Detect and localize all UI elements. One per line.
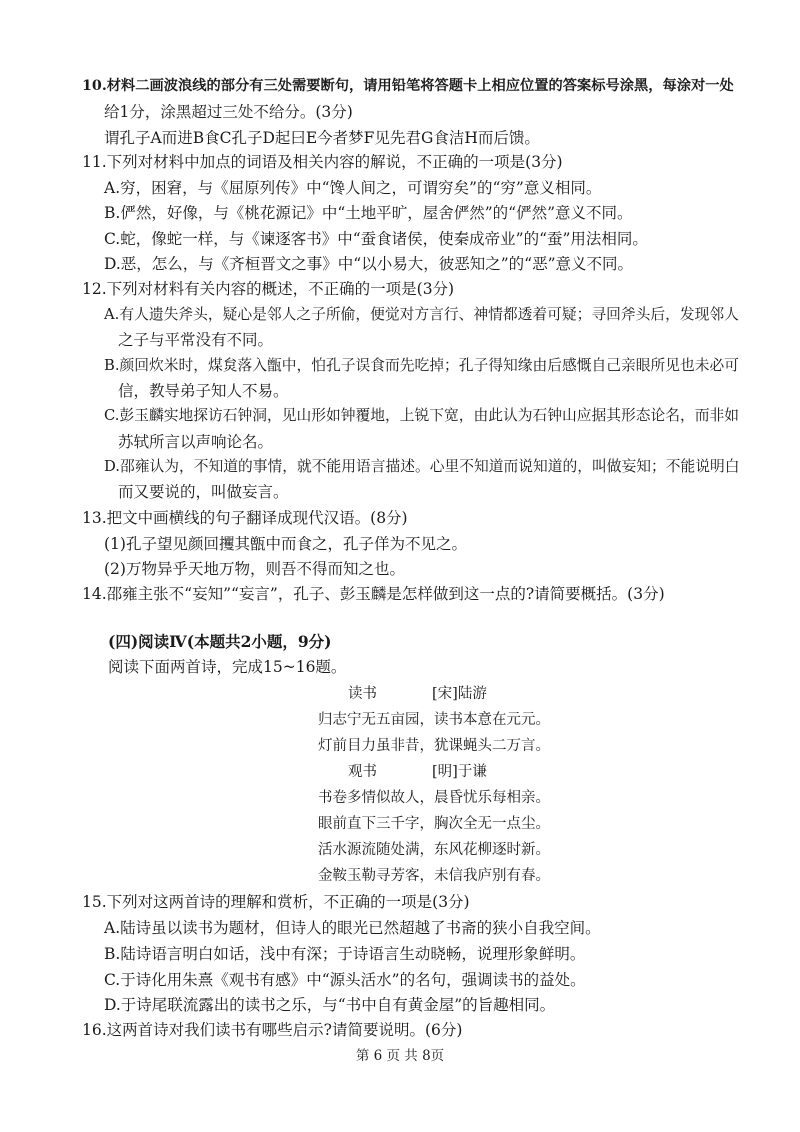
q12-option-c-line2: 苏轼所言以声响论名。 — [118, 433, 274, 451]
q14-stem: 14.邵雍主张不“妄知”“妄言”，孔子、彭玉麟是怎样做到这一点的?请简要概括。(3分) — [82, 585, 665, 603]
q11-option-d: D.恶，怎么，与《齐桓晋文之事》中“以小易大，彼恶知之”的“恶”意义不同。 — [104, 255, 634, 273]
q10-sentence: 谓孔子A而进B食C孔子D起曰E今者梦F见先君G食洁H而后馈。 — [104, 129, 540, 147]
q13-sentence-2: (2)万物异乎天地万物，则吾不得而知之也。 — [104, 560, 405, 578]
q12-option-a-line2: 之子与平常没有不同。 — [118, 331, 274, 349]
q16-stem: 16.这两首诗对我们读书有哪些启示?请简要说明。(6分) — [82, 1021, 463, 1039]
q12-option-d-line2: 而又要说的，叫做妄言。 — [118, 483, 289, 501]
q15-option-d: D.于诗尾联流露出的读书之乐，与“书中自有黄金屋”的旨趣相同。 — [104, 996, 556, 1014]
poem2-line-4: 金鞍玉勒寻芳客，未信我庐别有春。 — [318, 868, 550, 884]
page-footer: 第 6 页 共 8页 — [355, 1048, 445, 1064]
poem1-line-2: 灯前目力虽非昔，犹课蝇头二万言。 — [318, 738, 550, 754]
poem2-line-1: 书卷多情似故人，晨昏忧乐每相亲。 — [318, 790, 550, 806]
q10-line2: 给1分，涂黑超过三处不给分。(3分) — [104, 103, 353, 121]
q13-sentence-1: (1)孔子望见颜回攫其甑中而食之，孔子佯为不见之。 — [104, 535, 467, 553]
poem2-author: [明]于谦 — [432, 764, 487, 780]
section-4-title: (四)阅读Ⅳ(本题共2小题，9分) — [108, 632, 332, 651]
q12-option-d-line1: D.邵雍认为，不知道的事情，就不能用语言描述。心里不知道而说知道的，叫做妄知；不能说明白 — [104, 458, 740, 475]
poem2-line-3: 活水源流随处满，东风花柳逐时新。 — [318, 842, 550, 858]
q11-option-c: C.蛇，像蛇一样，与《谏逐客书》中“蚕食诸侯，使秦成帝业”的“蚕”用法相同。 — [104, 230, 648, 248]
q13-stem: 13.把文中画横线的句子翻译成现代汉语。(8分) — [82, 509, 408, 527]
poem1-line-1: 归志宁无五亩园，读书本意在元元。 — [318, 712, 550, 728]
q15-option-a: A.陆诗虽以读书为题材，但诗人的眼光已然超越了书斋的狭小自我空间。 — [104, 919, 601, 937]
q11-option-b: B.俨然，好像，与《桃花源记》中“土地平旷，屋舍俨然”的“俨然”意义不同。 — [104, 204, 633, 222]
q12-option-b-line1: B.颜回炊米时，煤炱落入甑中，怕孔子误食而先吃掉；孔子得知缘由后感慨自己亲眼所见也未必可 — [104, 357, 740, 374]
q15-option-c: C.于诗化用朱熹《观书有感》中“源头活水”的名句，强调读书的益处。 — [104, 971, 586, 989]
q12-option-b-line2: 信，教导弟子知人不易。 — [118, 382, 289, 400]
poem2-title: 观书 — [348, 764, 377, 780]
q12-option-a-line1: A.有人遗失斧头，疑心是邻人之子所偷，便觉对方言行、神情都透着可疑；寻回斧头后，发现邻人 — [104, 306, 739, 323]
poem2-line-2: 眼前直下三千字，胸次全无一点尘。 — [318, 816, 550, 832]
q12-option-c-line1: C.彭玉麟实地探访石钟洞，见山形如钟覆地，上锐下宽，由此认为石钟山应据其形态论名，而非如 — [104, 407, 739, 424]
q11-option-a: A.穷，困窘，与《屈原列传》中“馋人间之，可谓穷矣”的“穷”意义相同。 — [104, 179, 602, 197]
q10-line1: 10.材料二画波浪线的部分有三处需要断句，请用铅笔将答题卡上相应位置的答案标号涂黑，每涂对一处 — [82, 78, 734, 94]
q12-stem: 12.下列对材料有关内容的概述，不正确的一项是(3分) — [82, 280, 455, 298]
q15-stem: 15.下列对这两首诗的理解和赏析，不正确的一项是(3分) — [82, 893, 470, 911]
section-4-intro: 阅读下面两首诗，完成15~16题。 — [108, 658, 347, 676]
poem1-author: [宋]陆游 — [432, 686, 487, 702]
q11-stem: 11.下列对材料中加点的词语及相关内容的解说，不正确的一项是(3分) — [82, 153, 563, 171]
poem1-title: 读书 — [348, 686, 377, 702]
q15-option-b: B.陆诗语言明白如话，浅中有深；于诗语言生动晓畅，说理形象鲜明。 — [104, 945, 586, 963]
